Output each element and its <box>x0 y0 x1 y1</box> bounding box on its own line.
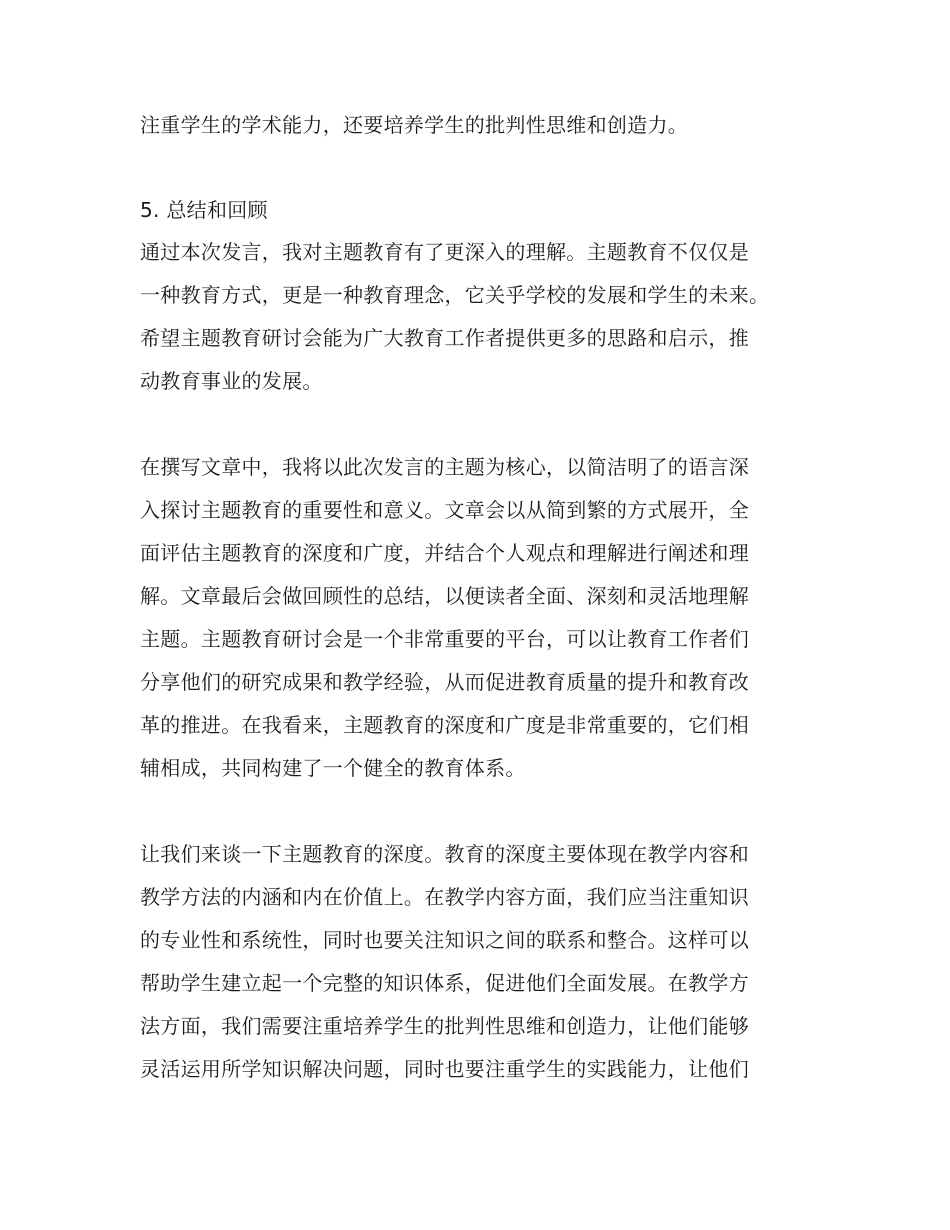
writing-line: 主题。主题教育研讨会是一个非常重要的平台，可以让教育工作者们 <box>140 627 749 651</box>
depth-line: 让我们来谈一下主题教育的深度。教育的深度主要体现在教学内容和 <box>140 842 749 866</box>
summary-line: 一种教育方式，更是一种教育理念，它关乎学校的发展和学生的未来。 <box>140 283 770 307</box>
writing-line: 在撰写文章中，我将以此次发言的主题为核心，以简洁明了的语言深 <box>140 455 749 479</box>
writing-line: 分享他们的研究成果和教学经验，从而促进教育质量的提升和教育改 <box>140 670 749 694</box>
summary-line: 希望主题教育研讨会能为广大教育工作者提供更多的思路和启示，推 <box>140 326 749 350</box>
depth-line: 帮助学生建立起一个完整的知识体系，促进他们全面发展。在教学方 <box>140 971 749 995</box>
writing-line: 辅相成，共同构建了一个健全的教育体系。 <box>140 756 526 780</box>
summary-line: 通过本次发言，我对主题教育有了更深入的理解。主题教育不仅仅是 <box>140 240 749 264</box>
writing-line: 入探讨主题教育的重要性和意义。文章会以从简到繁的方式展开，全 <box>140 498 749 522</box>
depth-line: 教学方法的内涵和内在价值上。在教学内容方面，我们应当注重知识 <box>140 885 749 909</box>
depth-line: 的专业性和系统性，同时也要关注知识之间的联系和整合。这样可以 <box>140 928 749 952</box>
summary-line: 动教育事业的发展。 <box>140 369 323 393</box>
depth-line: 灵活运用所学知识解决问题，同时也要注重学生的实践能力，让他们 <box>140 1057 749 1081</box>
depth-line: 法方面，我们需要注重培养学生的批判性思维和创造力，让他们能够 <box>140 1014 749 1038</box>
writing-line: 解。文章最后会做回顾性的总结，以便读者全面、深刻和灵活地理解 <box>140 584 749 608</box>
writing-line: 面评估主题教育的深度和广度，并结合个人观点和理解进行阐述和理 <box>140 541 749 565</box>
intro-line: 注重学生的学术能力，还要培养学生的批判性思维和创造力。 <box>140 113 689 137</box>
writing-line: 革的推进。在我看来，主题教育的深度和广度是非常重要的，它们相 <box>140 713 749 737</box>
section-heading: 5. 总结和回顾 <box>140 198 268 222</box>
